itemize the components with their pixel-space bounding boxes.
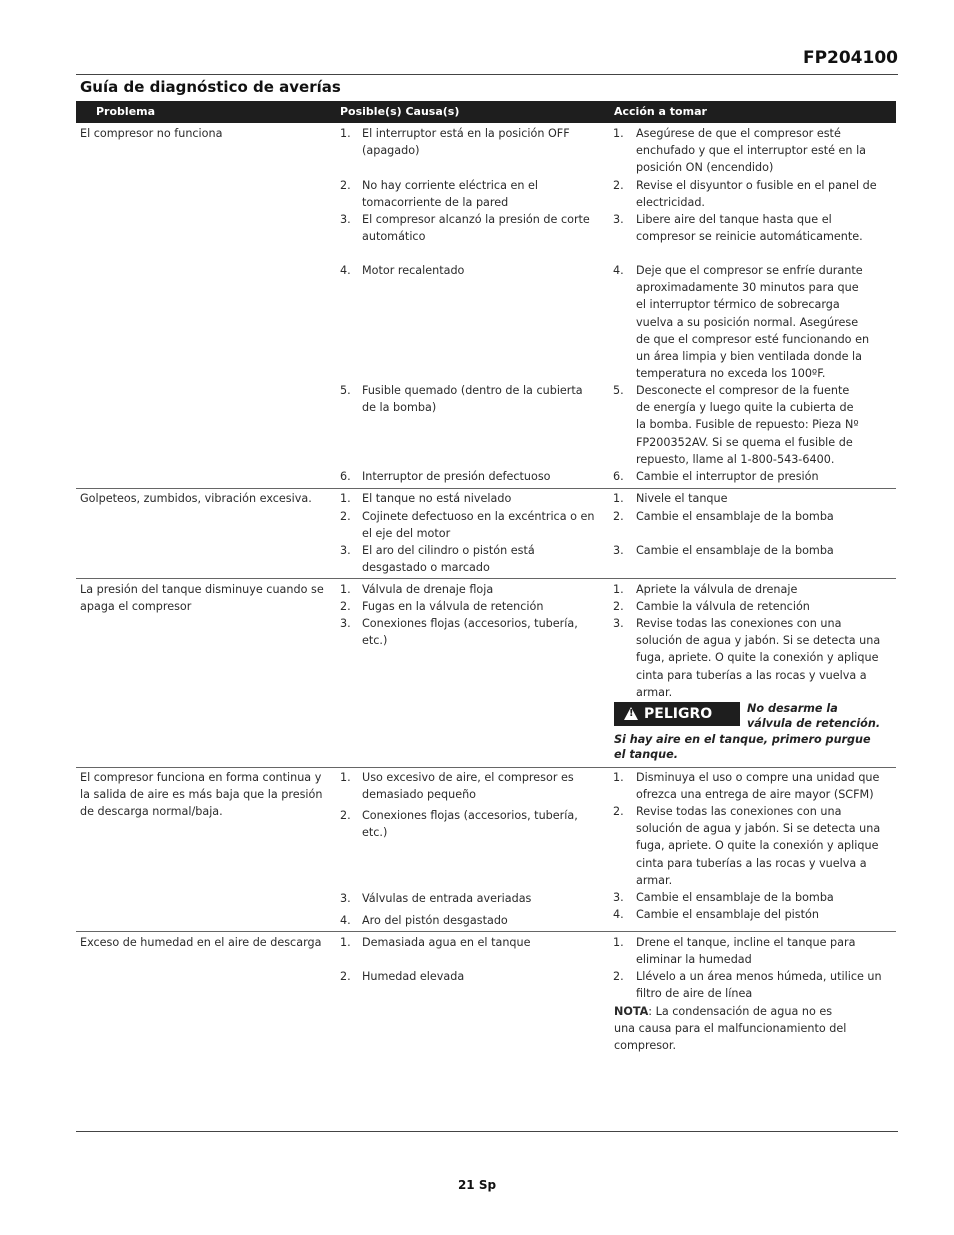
table-header (76, 101, 896, 123)
cause-item: Válvula de drenaje floja (362, 583, 494, 596)
cause-number: 2. (340, 179, 351, 192)
action-number: 4. (613, 264, 624, 277)
danger-badge (614, 702, 740, 726)
action-item: Revise todas las conexiones con una solución de agua y jabón. Si se detecta una fuga, apriete. O quite la conexión y aplique cinta para tuberías a las rocas y vuelva a armar. (636, 617, 881, 699)
cause-number: 3. (340, 544, 351, 557)
action-number: 1. (613, 936, 624, 949)
action-item: Desconecte el compresor de la fuente de energía y luego quite la cubierta de la bomba. Fusible de repuesto: Pieza Nº FP200352AV. Si se quema el fusible de repuesto, llame al 1-800-543-6400. (636, 384, 859, 466)
action-number: 1. (613, 583, 624, 596)
warning-triangle-icon (624, 707, 638, 720)
problem-cell: Golpeteos, zumbidos, vibración excesiva. (80, 492, 312, 505)
column-header-action: Acción a tomar (614, 105, 707, 118)
cause-item: Aro del pistón desgastado (362, 914, 508, 927)
action-number: 1. (613, 771, 624, 784)
cause-number: 6. (340, 470, 351, 483)
problem-cell: El compresor funciona en forma continua y la salida de aire es más baja que la presión de descarga normal/baja. (80, 771, 323, 819)
cause-number: 1. (340, 583, 351, 596)
danger-bottom-text: Si hay aire en el tanque, primero purgue el tanque. (614, 733, 871, 761)
page-number: 21 Sp (457, 1178, 497, 1192)
row-separator (76, 578, 896, 579)
cause-number: 1. (340, 127, 351, 140)
cause-item: El aro del cilindro o pistón está desgastado o marcado (362, 544, 535, 575)
column-header-problem: Problema (96, 105, 156, 118)
cause-number: 2. (340, 510, 351, 523)
bottom-rule (76, 1131, 898, 1132)
action-number: 2. (613, 805, 624, 818)
problem-cell: La presión del tanque disminuye cuando se apaga el compresor (80, 583, 324, 614)
action-item: Cambie el interruptor de presión (636, 470, 819, 483)
action-number: 2. (613, 600, 624, 613)
cause-item: Motor recalentado (362, 264, 465, 277)
problem-cell: Exceso de humedad en el aire de descarga (80, 936, 322, 949)
cause-item: El tanque no está nivelado (362, 492, 512, 505)
action-item: Deje que el compresor se enfríe durante aproximadamente 30 minutos para que el interruptor térmico de sobrecarga vuelva a su posición normal. Asegúrese de que el compresor esté funcionando en un área limpia y bien ventilada donde la temperatura no exceda los 100ºF. (636, 264, 870, 381)
top-rule (76, 74, 898, 75)
action-item: Disminuya el uso o compre una unidad que ofrezca una entrega de aire mayor (SCFM) (636, 771, 880, 802)
cause-item: Interruptor de presión defectuoso (362, 470, 551, 483)
cause-item: Uso excesivo de aire, el compresor es demasiado pequeño (362, 771, 574, 802)
action-number: 2. (613, 179, 624, 192)
page-title: Guía de diagnóstico de averías (80, 78, 341, 96)
cause-item: Fusible quemado (dentro de la cubierta de la bomba) (362, 384, 583, 415)
cause-number: 1. (340, 492, 351, 505)
row-separator (76, 931, 896, 932)
cause-item: Conexiones flojas (accesorios, tubería, etc.) (362, 617, 578, 648)
action-item: Cambie el ensamblaje de la bomba (636, 544, 834, 557)
cause-item: Válvulas de entrada averiadas (362, 892, 532, 905)
action-item: Llévelo a un área menos húmeda, utilice un filtro de aire de línea (636, 970, 882, 1001)
danger-side-text: No desarme la válvula de retención. (747, 702, 881, 730)
action-number: 3. (613, 544, 624, 557)
cause-number: 3. (340, 213, 351, 226)
action-number: 3. (613, 891, 624, 904)
action-number: 6. (613, 470, 624, 483)
action-item: Asegúrese de que el compresor esté enchufado y que el interruptor esté en la posición ON (encendido) (636, 127, 867, 175)
action-item: Libere aire del tanque hasta que el compresor se reinicie automáticamente. (636, 213, 863, 244)
row-separator (76, 767, 896, 768)
cause-item: Conexiones flojas (accesorios, tubería, etc.) (362, 809, 578, 840)
action-number: 2. (613, 970, 624, 983)
cause-item: Demasiada agua en el tanque (362, 936, 531, 949)
danger-label: PELIGRO (644, 706, 713, 722)
action-number: 3. (613, 213, 624, 226)
cause-number: 5. (340, 384, 351, 397)
note-text: NOTA: La condensación de agua no es una causa para el malfuncionamiento del compresor. (614, 1005, 847, 1053)
cause-number: 4. (340, 914, 351, 927)
cause-item: Cojinete defectuoso en la excéntrica o en el eje del motor (362, 510, 595, 541)
action-item: Cambie la válvula de retención (636, 600, 810, 613)
action-number: 4. (613, 908, 624, 921)
problem-cell: El compresor no funciona (80, 127, 223, 140)
action-item: Cambie el ensamblaje del pistón (636, 908, 819, 921)
cause-item: Humedad elevada (362, 970, 465, 983)
action-number: 2. (613, 510, 624, 523)
cause-item: El interruptor está en la posición OFF (apagado) (362, 127, 570, 158)
action-item: Revise el disyuntor o fusible en el panel de electricidad. (636, 179, 877, 210)
action-item: Cambie el ensamblaje de la bomba (636, 510, 834, 523)
action-item: Apriete la válvula de drenaje (636, 583, 798, 596)
model-number: FP204100 (802, 48, 898, 68)
cause-item: El compresor alcanzó la presión de corte automático (362, 213, 590, 244)
cause-item: Fugas en la válvula de retención (362, 600, 544, 613)
cause-item: No hay corriente eléctrica en el tomacorriente de la pared (362, 179, 539, 210)
action-number: 5. (613, 384, 624, 397)
action-item: Cambie el ensamblaje de la bomba (636, 891, 834, 904)
cause-number: 4. (340, 264, 351, 277)
column-header-causes: Posible(s) Causa(s) (340, 105, 460, 118)
cause-number: 2. (340, 970, 351, 983)
action-number: 1. (613, 127, 624, 140)
action-item: Nivele el tanque (636, 492, 728, 505)
cause-number: 2. (340, 600, 351, 613)
action-item: Revise todas las conexiones con una solución de agua y jabón. Si se detecta una fuga, apriete. O quite la conexión y aplique cinta para tuberías a las rocas y vuelva a armar. (636, 805, 881, 887)
action-number: 3. (613, 617, 624, 630)
cause-number: 1. (340, 936, 351, 949)
cause-number: 3. (340, 617, 351, 630)
cause-number: 2. (340, 809, 351, 822)
cause-number: 1. (340, 771, 351, 784)
action-number: 1. (613, 492, 624, 505)
cause-number: 3. (340, 892, 351, 905)
action-item: Drene el tanque, incline el tanque para eliminar la humedad (636, 936, 856, 967)
row-separator (76, 488, 896, 489)
